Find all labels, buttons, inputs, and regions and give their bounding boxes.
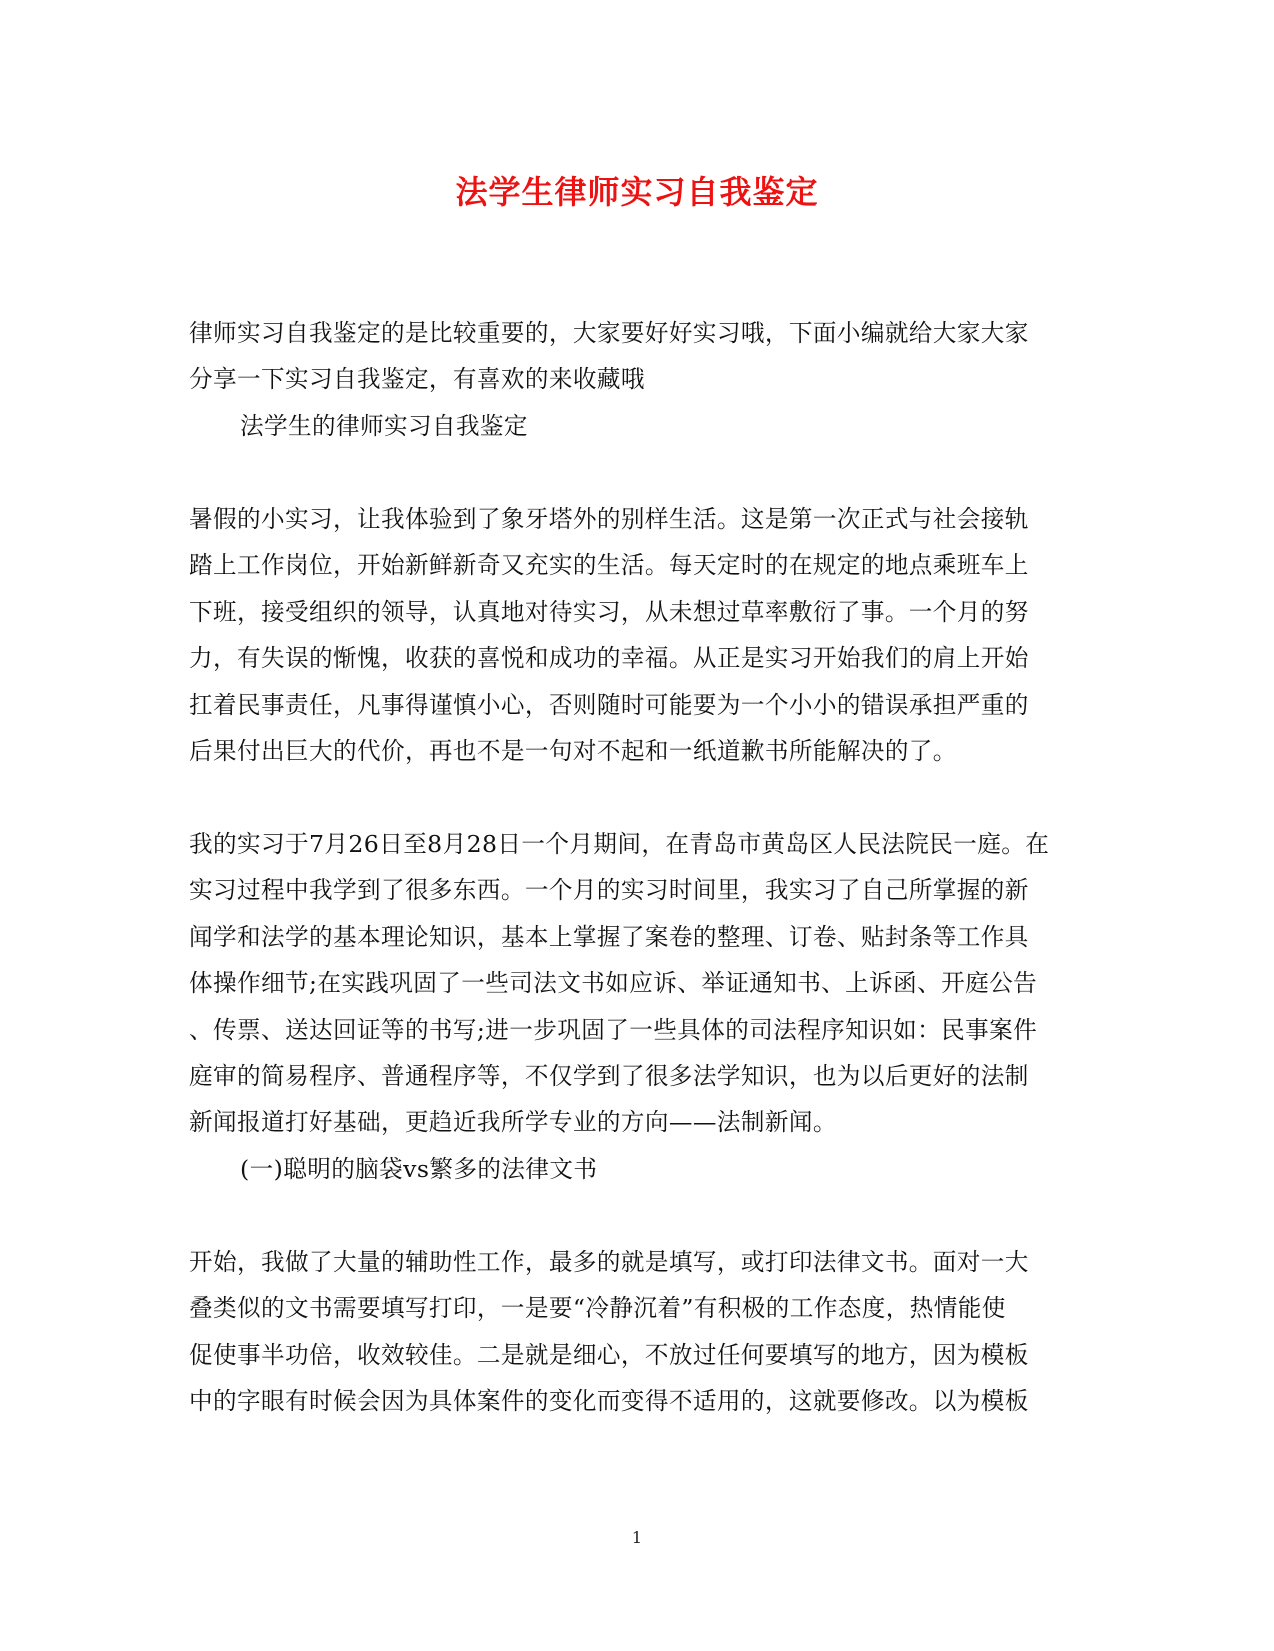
paragraph-line: 叠类似的文书需要填写打印，一是要“冷静沉着”有积极的工作态度，热情能使 xyxy=(189,1294,1006,1322)
paragraph-line: 我的实习于7月26日至8月28日一个月期间，在青岛市黄岛区人民法院民一庭。在 xyxy=(189,830,1050,858)
paragraph-line: 后果付出巨大的代价，再也不是一句对不起和一纸道歉书所能解决的了。 xyxy=(189,737,957,765)
paragraph-line: 下班，接受组织的领导，认真地对待实习，从未想过草率敷衍了事。一个月的努 xyxy=(189,598,1029,626)
paragraph-line: 扛着民事责任，凡事得谨慎小心，否则随时可能要为一个小小的错误承担严重的 xyxy=(189,691,1029,719)
paragraph-line: 闻学和法学的基本理论知识，基本上掌握了案卷的整理、订卷、贴封条等工作具 xyxy=(189,923,1029,951)
paragraph-line: 、传票、送达回证等的书写;进一步巩固了一些具体的司法程序知识如：民事案件 xyxy=(189,1016,1038,1044)
paragraph-line: 律师实习自我鉴定的是比较重要的，大家要好好实习哦，下面小编就给大家大家 xyxy=(189,319,1029,347)
paragraph-line: 新闻报道打好基础，更趋近我所学专业的方向——法制新闻。 xyxy=(189,1108,837,1136)
document-title: 法学生律师实习自我鉴定 xyxy=(455,173,819,211)
paragraph-line: 中的字眼有时候会因为具体案件的变化而变得不适用的，这就要修改。以为模板 xyxy=(189,1387,1029,1415)
paragraph-line: 促使事半功倍，收效较佳。二是就是细心，不放过任何要填写的地方，因为模板 xyxy=(189,1341,1029,1369)
section-heading: (一)聪明的脑袋vs繁多的法律文书 xyxy=(240,1155,598,1183)
paragraph-line: 暑假的小实习，让我体验到了象牙塔外的别样生活。这是第一次正式与社会接轨 xyxy=(189,505,1029,533)
paragraph-line: 踏上工作岗位，开始新鲜新奇又充实的生活。每天定时的在规定的地点乘班车上 xyxy=(189,551,1029,579)
paragraph-line: 实习过程中我学到了很多东西。一个月的实习时间里，我实习了自己所掌握的新 xyxy=(189,876,1029,904)
paragraph-line: 庭审的简易程序、普通程序等，不仅学到了很多法学知识，也为以后更好的法制 xyxy=(189,1062,1029,1090)
page-number: 1 xyxy=(631,1528,643,1547)
paragraph-line: 力，有失误的惭愧，收获的喜悦和成功的幸福。从正是实习开始我们的肩上开始 xyxy=(189,644,1029,672)
paragraph-line: 体操作细节;在实践巩固了一些司法文书如应诉、举证通知书、上诉函、开庭公告 xyxy=(189,969,1038,997)
section-heading: 法学生的律师实习自我鉴定 xyxy=(240,412,528,440)
paragraph-line: 开始，我做了大量的辅助性工作，最多的就是填写，或打印法律文书。面对一大 xyxy=(189,1248,1029,1276)
paragraph-line: 分享一下实习自我鉴定，有喜欢的来收藏哦 xyxy=(189,365,645,393)
